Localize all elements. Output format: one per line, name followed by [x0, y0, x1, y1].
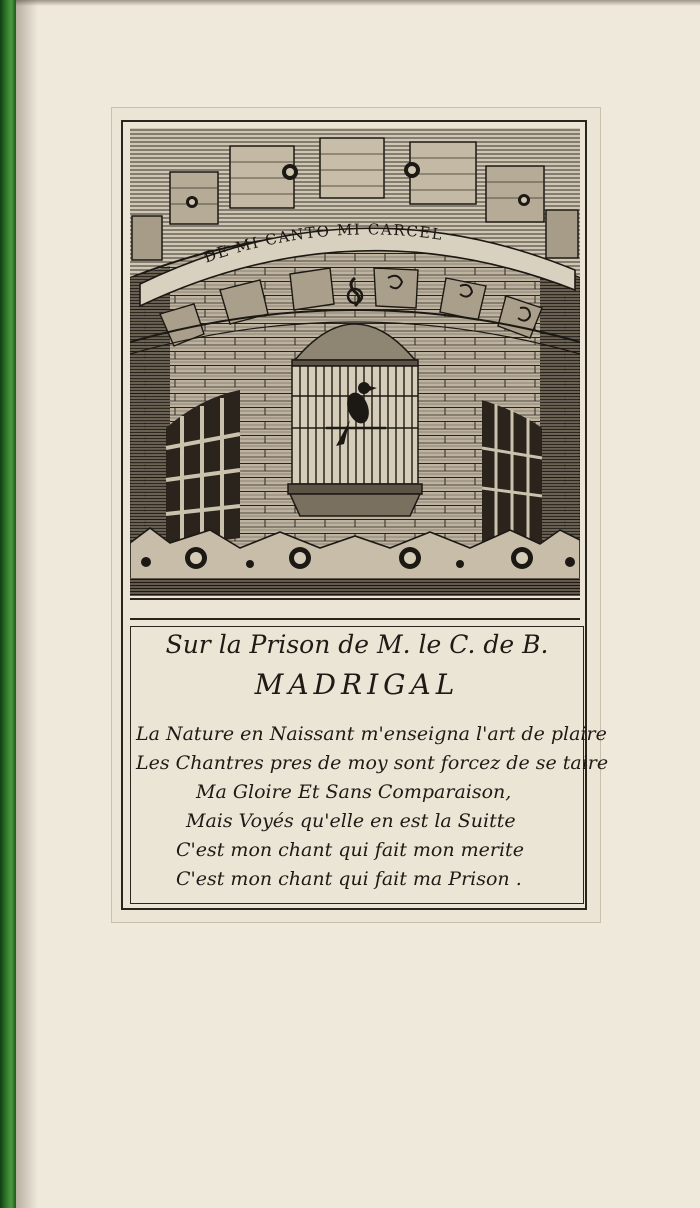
- decorative-rule: [130, 598, 580, 620]
- verse-line: La Nature en Naissant m'enseigna l'art de plaire: [136, 723, 607, 745]
- verse-title: Sur la Prison de M. le C. de B.: [165, 630, 549, 659]
- verse-lines: [132, 720, 609, 900]
- verse-heading: MADRIGAL: [254, 668, 460, 701]
- banner-motto: DE MI CANTO MI CARCEL: [201, 220, 445, 267]
- book-spine-binding: [0, 0, 16, 1208]
- verse-line: C'est mon chant qui fait mon merite: [176, 839, 524, 861]
- verse-line: C'est mon chant qui fait ma Prison .: [176, 868, 522, 890]
- engraving-illustration: [130, 128, 580, 596]
- verse-line: Ma Gloire Et Sans Comparaison,: [196, 781, 512, 803]
- verse-line: Mais Voyés qu'elle en est la Suitte: [186, 810, 516, 832]
- verse-line: Les Chantres pres de moy sont forcez de se taire: [136, 752, 609, 774]
- page-top-edge: [16, 0, 700, 6]
- gutter-shadow: [16, 0, 38, 1208]
